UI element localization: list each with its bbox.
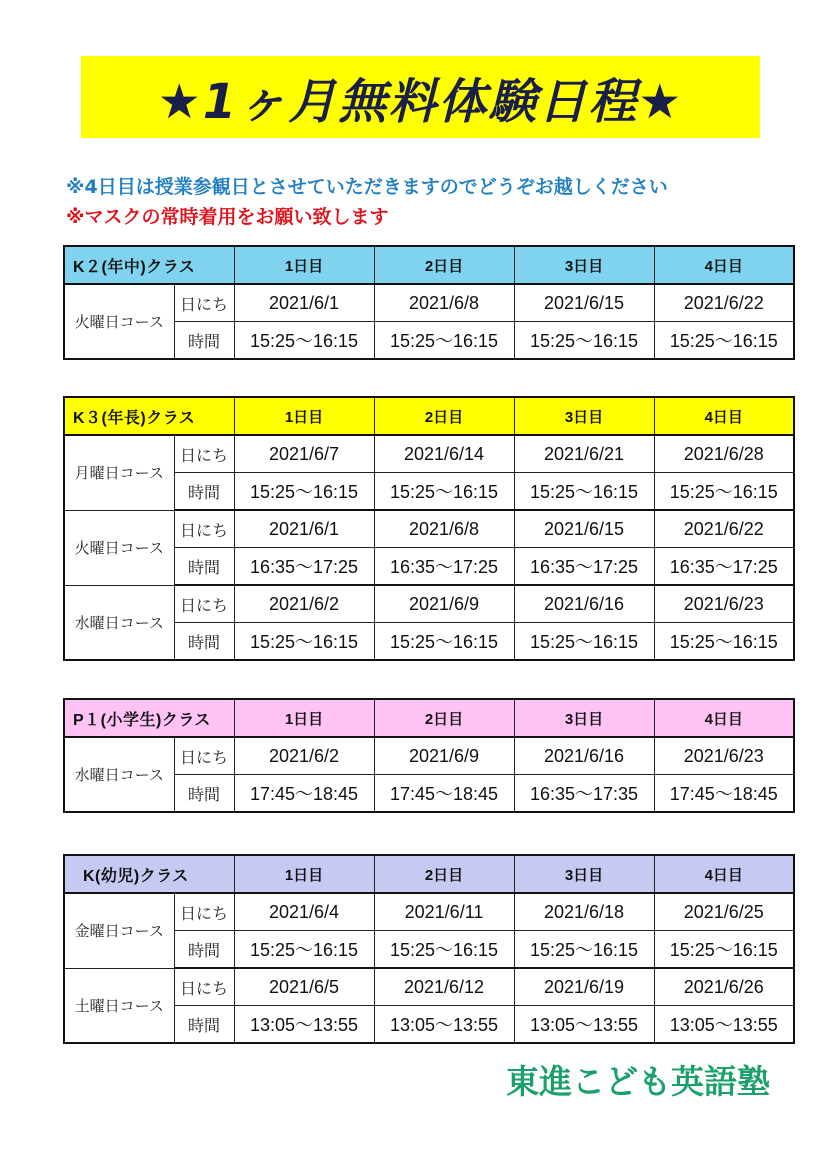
- date-cell: 2021/6/22: [654, 284, 794, 322]
- course-name: 火曜日コース: [64, 510, 174, 585]
- table-row: [64, 435, 794, 473]
- date-label: 日にち: [174, 968, 234, 1006]
- date-label: 日にち: [174, 510, 234, 548]
- time-label: 時間: [174, 322, 234, 360]
- time-cell: 15:25～16:15: [514, 623, 654, 661]
- date-cell: 2021/6/23: [654, 585, 794, 623]
- time-cell: 15:25～16:15: [374, 473, 514, 511]
- time-cell: 17:45～18:45: [374, 775, 514, 813]
- time-label: 時間: [174, 931, 234, 969]
- table-row: [64, 931, 794, 969]
- day-header: 1日目: [234, 397, 374, 435]
- date-cell: 2021/6/1: [234, 284, 374, 322]
- time-cell: 16:35～17:25: [374, 548, 514, 586]
- date-cell: 2021/6/21: [514, 435, 654, 473]
- time-cell: 15:25～16:15: [374, 931, 514, 969]
- schedule-table-p1: [63, 698, 795, 813]
- brand-logo-text: 東進こども英語塾: [506, 1062, 770, 1101]
- time-cell: 17:45～18:45: [234, 775, 374, 813]
- time-label: 時間: [174, 1006, 234, 1044]
- time-cell: 15:25～16:15: [654, 623, 794, 661]
- table-header-row: [64, 246, 794, 284]
- day-header: 2日目: [374, 246, 514, 284]
- time-cell: 15:25～16:15: [654, 931, 794, 969]
- time-cell: 15:25～16:15: [374, 322, 514, 360]
- day-header: 3日目: [514, 699, 654, 737]
- course-name: 水曜日コース: [64, 737, 174, 812]
- date-cell: 2021/6/28: [654, 435, 794, 473]
- course-name: 火曜日コース: [64, 284, 174, 359]
- course-name: 月曜日コース: [64, 435, 174, 510]
- title-banner: [81, 56, 760, 138]
- table-row: [64, 1006, 794, 1044]
- table-row: [64, 585, 794, 623]
- page-title: ★1ヶ月無料体験日程★: [157, 73, 684, 130]
- date-cell: 2021/6/25: [654, 893, 794, 931]
- date-cell: 2021/6/9: [374, 585, 514, 623]
- date-cell: 2021/6/5: [234, 968, 374, 1006]
- date-cell: 2021/6/1: [234, 510, 374, 548]
- time-cell: 15:25～16:15: [374, 623, 514, 661]
- table-row: [64, 968, 794, 1006]
- time-cell: 16:35～17:25: [234, 548, 374, 586]
- date-cell: 2021/6/8: [374, 510, 514, 548]
- table-header-row: [64, 855, 794, 893]
- day-header: 3日目: [514, 855, 654, 893]
- date-label: 日にち: [174, 893, 234, 931]
- day-header: 3日目: [514, 246, 654, 284]
- time-cell: 13:05～13:55: [234, 1006, 374, 1044]
- time-cell: 13:05～13:55: [654, 1006, 794, 1044]
- date-cell: 2021/6/15: [514, 284, 654, 322]
- class-name: K(幼児)クラス: [64, 855, 234, 893]
- table-row: [64, 284, 794, 322]
- time-cell: 13:05～13:55: [374, 1006, 514, 1044]
- schedule-table-k3: [63, 396, 795, 661]
- time-label: 時間: [174, 548, 234, 586]
- day-header: 1日目: [234, 699, 374, 737]
- table-row: [64, 893, 794, 931]
- time-cell: 17:45～18:45: [654, 775, 794, 813]
- date-label: 日にち: [174, 435, 234, 473]
- date-cell: 2021/6/14: [374, 435, 514, 473]
- date-cell: 2021/6/23: [654, 737, 794, 775]
- table-header-row: [64, 397, 794, 435]
- course-name: 水曜日コース: [64, 585, 174, 660]
- course-name: 金曜日コース: [64, 893, 174, 968]
- day-header: 2日目: [374, 855, 514, 893]
- table-row: [64, 322, 794, 360]
- time-cell: 16:35～17:35: [514, 775, 654, 813]
- date-cell: 2021/6/26: [654, 968, 794, 1006]
- table-row: [64, 473, 794, 511]
- day-header: 2日目: [374, 699, 514, 737]
- time-cell: 15:25～16:15: [234, 322, 374, 360]
- date-cell: 2021/6/18: [514, 893, 654, 931]
- date-cell: 2021/6/9: [374, 737, 514, 775]
- table-row: [64, 737, 794, 775]
- date-cell: 2021/6/19: [514, 968, 654, 1006]
- time-cell: 15:25～16:15: [514, 473, 654, 511]
- class-name: K２(年中)クラス: [64, 246, 234, 284]
- day-header: 3日目: [514, 397, 654, 435]
- date-cell: 2021/6/2: [234, 585, 374, 623]
- date-cell: 2021/6/16: [514, 585, 654, 623]
- schedule-table-k: [63, 854, 795, 1044]
- date-cell: 2021/6/8: [374, 284, 514, 322]
- date-cell: 2021/6/4: [234, 893, 374, 931]
- time-cell: 15:25～16:15: [514, 322, 654, 360]
- day-header: 4日目: [654, 699, 794, 737]
- time-cell: 15:25～16:15: [234, 931, 374, 969]
- date-label: 日にち: [174, 284, 234, 322]
- table-row: [64, 775, 794, 813]
- time-cell: 13:05～13:55: [514, 1006, 654, 1044]
- time-label: 時間: [174, 473, 234, 511]
- date-label: 日にち: [174, 585, 234, 623]
- class-name: P１(小学生)クラス: [64, 699, 234, 737]
- day-header: 4日目: [654, 855, 794, 893]
- time-cell: 15:25～16:15: [234, 473, 374, 511]
- date-cell: 2021/6/11: [374, 893, 514, 931]
- date-cell: 2021/6/22: [654, 510, 794, 548]
- date-cell: 2021/6/16: [514, 737, 654, 775]
- class-name: K３(年長)クラス: [64, 397, 234, 435]
- day-header: 1日目: [234, 855, 374, 893]
- time-cell: 15:25～16:15: [514, 931, 654, 969]
- date-cell: 2021/6/2: [234, 737, 374, 775]
- date-cell: 2021/6/15: [514, 510, 654, 548]
- table-row: [64, 548, 794, 586]
- day-header: 1日目: [234, 246, 374, 284]
- table-row: [64, 623, 794, 661]
- day-header: 4日目: [654, 397, 794, 435]
- time-cell: 15:25～16:15: [654, 322, 794, 360]
- time-cell: 15:25～16:15: [654, 473, 794, 511]
- time-cell: 16:35～17:25: [514, 548, 654, 586]
- table-header-row: [64, 699, 794, 737]
- date-cell: 2021/6/7: [234, 435, 374, 473]
- notice-classroom-visit: ※4日目は授業参観日とさせていただきますのでどうぞお越しください: [66, 176, 668, 198]
- date-cell: 2021/6/12: [374, 968, 514, 1006]
- time-cell: 16:35～17:25: [654, 548, 794, 586]
- time-label: 時間: [174, 623, 234, 661]
- notice-mask: ※マスクの常時着用をお願い致します: [66, 206, 389, 228]
- time-label: 時間: [174, 775, 234, 813]
- date-label: 日にち: [174, 737, 234, 775]
- time-cell: 15:25～16:15: [234, 623, 374, 661]
- day-header: 2日目: [374, 397, 514, 435]
- day-header: 4日目: [654, 246, 794, 284]
- schedule-table-k2: [63, 245, 795, 360]
- table-row: [64, 510, 794, 548]
- course-name: 土曜日コース: [64, 968, 174, 1043]
